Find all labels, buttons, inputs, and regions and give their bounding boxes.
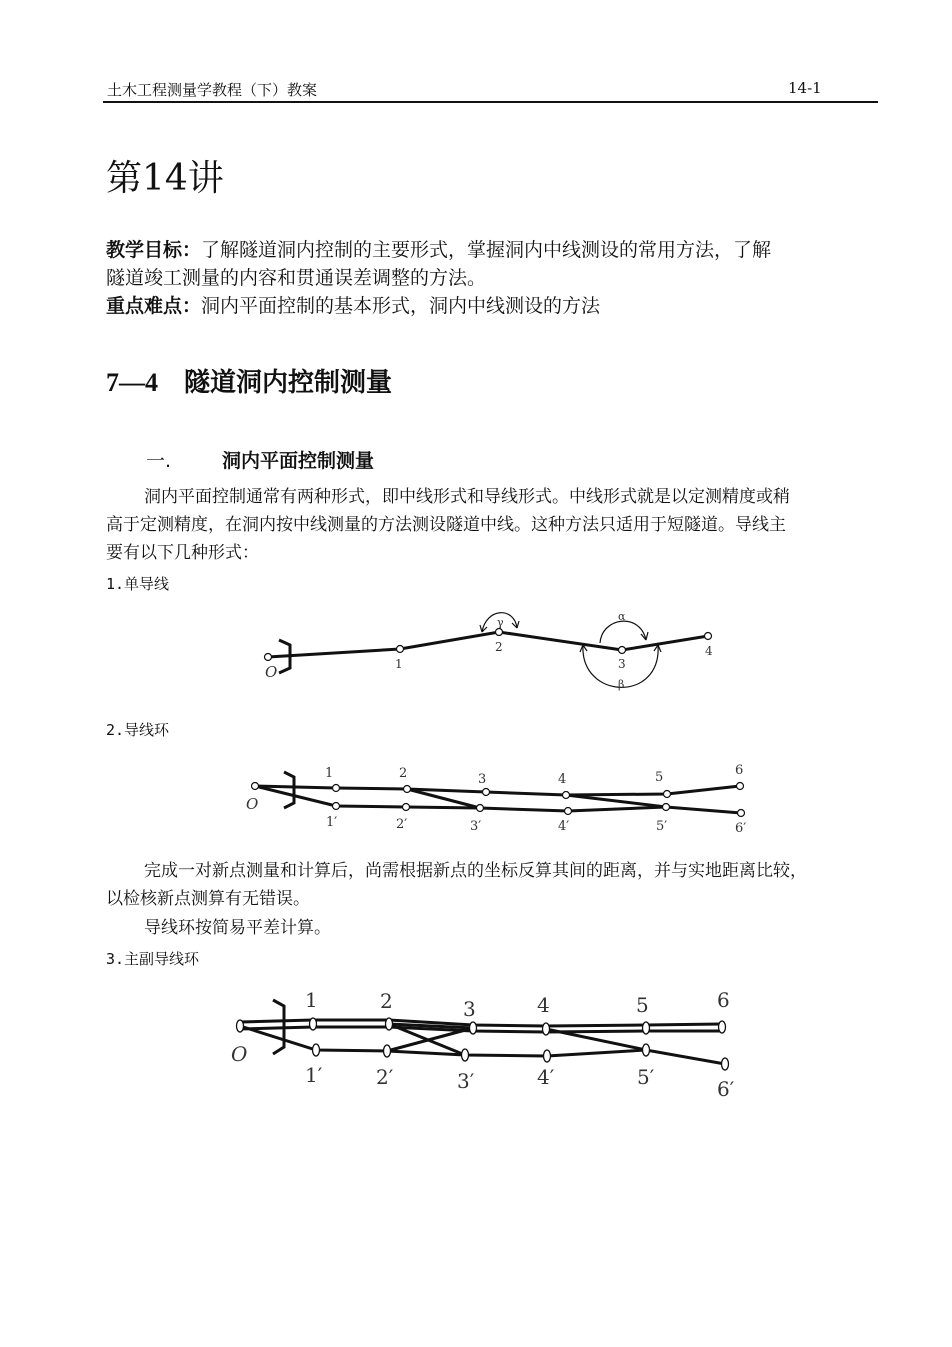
key-points-text: 洞内平面控制的基本形式，洞内中线测设的方法 [201,295,601,317]
fig1-pt3: 3 [618,657,626,671]
fig3-lower-1: 1′ [305,1063,323,1087]
form2-label: 2.导线环 [106,721,170,739]
lecture-title: 第14讲 [106,158,224,199]
fig2-origin: O [246,795,259,813]
fig2-lower-1: 1′ [326,815,338,830]
objectives-label: 教学目标： [106,239,202,261]
fig1-gamma: γ [497,616,504,629]
objectives-text2: 隧道竣工测量的内容和贯通误差调整的方法。 [106,267,487,289]
fig2-lower-3: 3′ [470,819,482,834]
fig2-lower-6: 6′ [735,821,747,836]
fig2-upper-3: 3 [478,772,487,787]
running-header-title: 土木工程测量学教程（下）教案 [107,81,318,99]
fig1-pt4: 4 [705,644,713,658]
fig3-lower-4: 4′ [537,1065,555,1089]
fig3-upper-1: 1 [305,988,318,1012]
fig2-upper-6: 6 [735,763,744,778]
objectives-text1: 了解隧道洞内控制的主要形式，掌握洞内中线测设的常用方法，了解 [201,239,772,261]
fig2-upper-1: 1 [325,766,334,781]
subsection-number: 一. [146,450,172,472]
fig1-origin: O [265,663,278,681]
fig1-pt2: 2 [495,640,503,654]
fig2-lower-2: 2′ [396,817,408,832]
fig3-lower-6: 6′ [717,1077,735,1101]
fig2-lower-4: 4′ [558,819,570,834]
page-number: 14-1 [788,79,822,97]
section-number: 7—4 [106,368,158,397]
fig1-pt1: 1 [395,657,403,671]
fig3-upper-5: 5 [636,993,649,1017]
form1-label: 1.单导线 [106,575,170,593]
fig2-upper-2: 2 [399,766,408,781]
adjustment-line: 导线环按简易平差计算。 [144,918,331,938]
form3-label: 3.主副导线环 [106,950,200,968]
fig3-origin: O [231,1042,248,1066]
intro-line1: 洞内平面控制通常有两种形式，即中线形式和导线形式。中线形式就是以定测精度或稍 [144,487,790,507]
fig3-upper-2: 2 [380,989,393,1013]
intro-line3: 要有以下几种形式： [106,543,259,563]
fig3-upper-4: 4 [537,993,550,1017]
fig3-lower-2: 2′ [376,1065,394,1089]
fig2-upper-4: 4 [558,772,567,787]
check-line2: 以检核新点测算有无错误。 [106,889,310,909]
fig3-upper-6: 6 [717,988,730,1012]
fig3-lower-3: 3′ [457,1069,475,1093]
fig2-lower-5: 5′ [656,819,668,834]
fig1-beta: β [618,678,625,691]
section-title: 隧道洞内控制测量 [184,368,393,398]
fig1-alpha: α [618,610,626,623]
subsection-title: 洞内平面控制测量 [222,450,375,472]
fig3-upper-3: 3 [463,997,476,1021]
intro-line2: 高于定测精度，在洞内按中线测量的方法测设隧道中线。这种方法只适用于短隧道。导线主 [106,515,786,535]
check-line1: 完成一对新点测量和计算后，尚需根据新点的坐标反算其间的距离，并与实地距离比较， [144,861,807,881]
fig3-lower-5: 5′ [637,1065,655,1089]
fig2-upper-5: 5 [655,770,664,785]
key-points-label: 重点难点： [106,295,202,317]
